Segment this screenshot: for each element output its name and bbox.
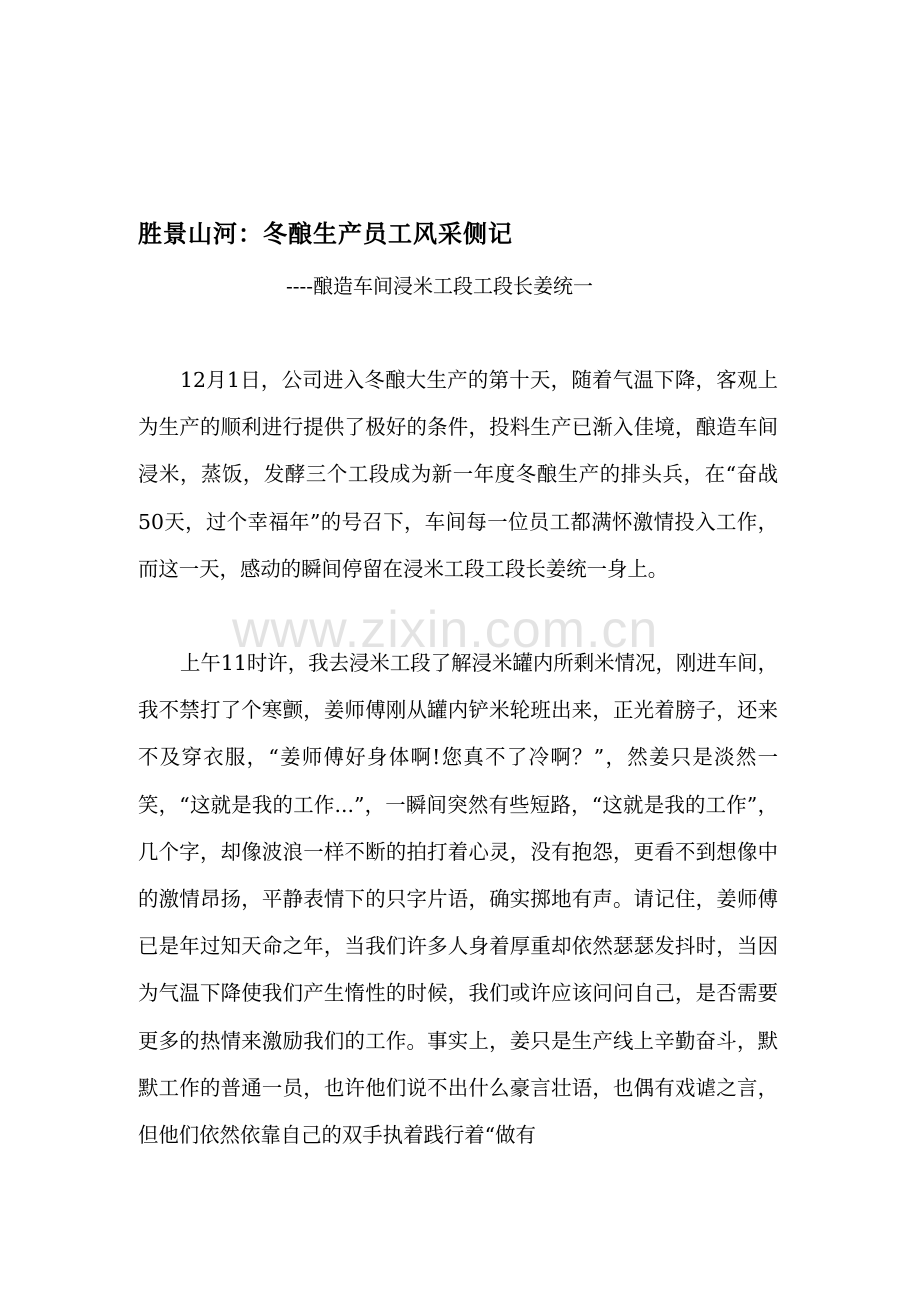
document-subtitle: ----酿造车间浸米工段工段长姜统一 xyxy=(286,274,594,298)
paragraph-2: 上午11时许，我去浸米工段了解浸米罐内所剩米情况，刚进车间，我不禁打了个寒颤，姜师傅刚从罐内铲米轮班出来，正光着膀子，还来不及穿衣服，“姜师傅好身体啊!您真不了冷啊？”，然姜只是淡然一笑，“这就是我的工作...”，一瞬间突然有些短路，“这就是我的工作”，几个字，却像波浪一样不断的拍打着心灵，没有抱怨，更看不到想像中的激情昂扬，平静表情下的只字片语，确实掷地有声。请记住，姜师傅已是年过知天命之年，当我们许多人身着厚重却依然瑟瑟发抖时，当因为气温下降使我们产生惰性的时候，我们或许应该问问自己，是否需要更多的热情来激励我们的工作。事实上，姜只是生产线上辛勤奋斗，默默工作的普通一员，也许他们说不出什么豪言壮语，也偶有戏谑之言，但他们依然依靠自己的双手执着践行着“做有 xyxy=(138,651,778,1148)
watermark: www.zixin.com.cn xyxy=(232,601,659,659)
document-title: 胜景山河：冬酿生产员工风采侧记 xyxy=(138,220,513,248)
paragraph-1: 12月1日，公司进入冬酿大生产的第十天，随着气温下降，客观上为生产的顺利进行提供了极好的条件，投料生产已渐入佳境，酿造车间浸米，蒸饭，发酵三个工段成为新一年度冬酿生产的排头兵，在“奋战50天，过个幸福年”的号召下，车间每一位员工都满怀激情投入工作，而这一天，感动的瞬间停留在浸米工段工段长姜统一身上。 xyxy=(138,368,778,581)
